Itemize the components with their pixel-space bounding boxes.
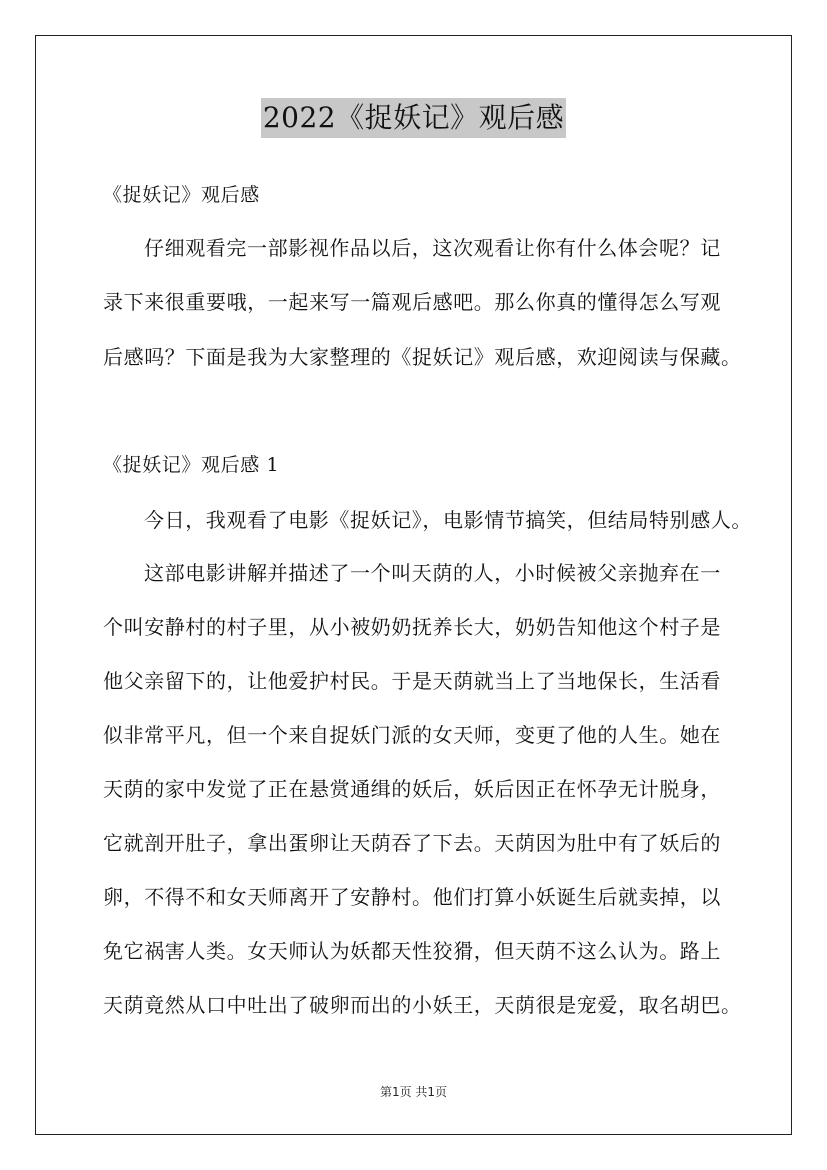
page-footer: 第1页 共1页 <box>379 1085 448 1099</box>
paragraph-line: 卵，不得不和女天师离开了安静村。他们打算小妖诞生后就卖掉，以 <box>103 885 721 909</box>
paragraph-line: 今日，我观看了电影《捉妖记》，电影情节搞笑，但结局特别感人。 <box>144 508 752 532</box>
paragraph-line: 天荫竟然从口中吐出了破卵而出的小妖王，天荫很是宠爱，取名胡巴。 <box>103 993 742 1017</box>
paragraph-line: 似非常平凡，但一个来自捉妖门派的女天师，变更了他的人生。她在 <box>103 723 721 747</box>
intro-line: 录下来很重要哦，一起来写一篇观后感吧。那么你真的懂得怎么写观 <box>103 290 721 314</box>
section1-heading: 《捉妖记》观后感 1 <box>103 454 280 476</box>
paragraph-line: 他父亲留下的，让他爱护村民。于是天荫就当上了当地保长，生活看 <box>103 669 721 693</box>
paragraph-line: 这部电影讲解并描述了一个叫天荫的人，小时候被父亲抛弃在一 <box>144 561 721 585</box>
paragraph-line: 个叫安静村的村子里，从小被奶奶抚养长大，奶奶告知他这个村子是 <box>103 615 721 639</box>
paragraph-line: 天荫的家中发觉了正在悬赏通缉的妖后，妖后因正在怀孕无计脱身， <box>103 777 721 801</box>
intro-line: 后感吗？下面是我为大家整理的《捉妖记》观后感，欢迎阅读与保藏。 <box>103 345 742 369</box>
paragraph-line: 免它祸害人类。女天师认为妖都天性狡猾，但天荫不这么认为。路上 <box>103 939 721 963</box>
intro-heading: 《捉妖记》观后感 <box>103 184 260 206</box>
document-title <box>0 98 827 138</box>
intro-line: 仔细观看完一部影视作品以后，这次观看让你有什么体会呢？记 <box>144 236 721 260</box>
document-title-text: 2022《捉妖记》观后感 <box>261 98 566 138</box>
paragraph-line: 它就剖开肚子，拿出蛋卵让天荫吞了下去。天荫因为肚中有了妖后的 <box>103 831 721 855</box>
